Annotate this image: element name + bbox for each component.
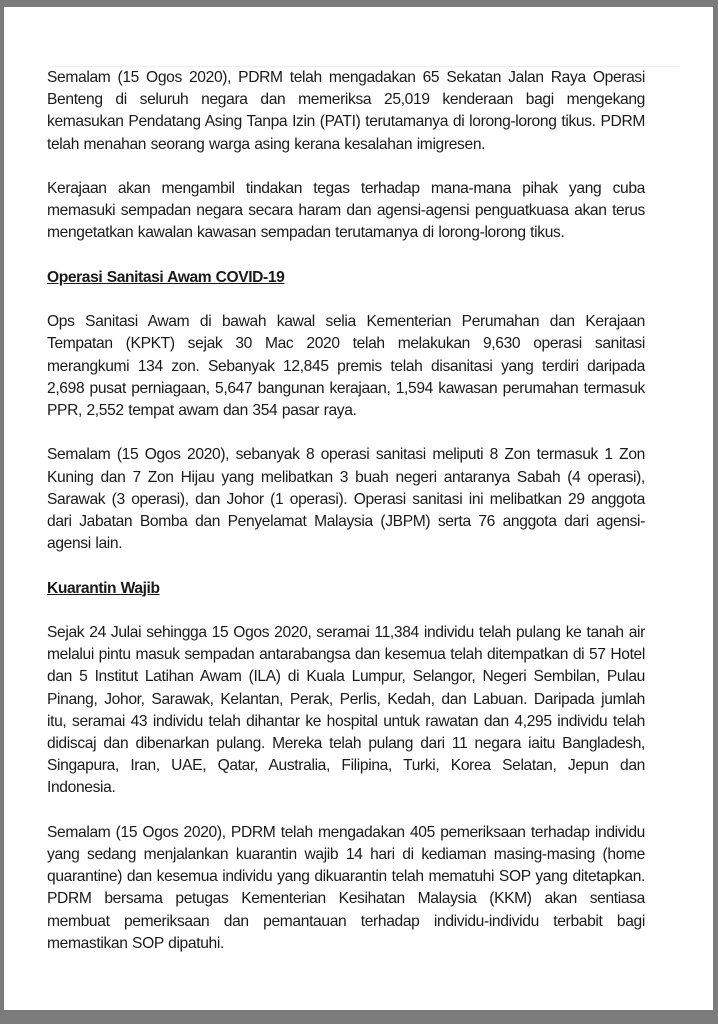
paragraph-road-blocks: Semalam (15 Ogos 2020), PDRM telah mengadakan 65 Sekatan Jalan Raya Operasi Benteng di seluruh negara dan memeriksa 25,019 kenderaan bagi mengekang kemasukan Pendatang Asing Tanpa Izin (PATI) terutamanya di lorong-lorong tikus. PDRM telah menahan seorang warga asing kerana kesalahan imigresen. [47, 69, 645, 153]
paragraph-sanitation-summary: Ops Sanitasi Awam di bawah kawal selia Kementerian Perumahan dan Kerajaan Tempatan (KPKT) sejak 30 Mac 2020 telah melakukan 9,630 operasi sanitasi merangkumi 134 zon. Sebanyak 12,845 premis telah disanitasi yang terdiri daripada 2,698 pusat perniagaan, 5,647 bangunan kerajaan, 1,594 kawasan perumahan termasuk PPR, 2,552 tempat awam dan 354 pasar raya. [47, 313, 645, 419]
document-body [47, 67, 645, 977]
paragraph-border-enforcement: Kerajaan akan mengambil tindakan tegas terhadap mana-mana pihak yang cuba memasuki sempadan negara secara haram dan agensi-agensi penguatkuasa akan terus mengetatkan kawalan kawasan sempadan terutamanya di lorong-lorong tikus. [47, 180, 645, 242]
paragraph-home-quarantine-checks: Semalam (15 Ogos 2020), PDRM telah mengadakan 405 pemeriksaan terhadap individu yang sedang menjalankan kuarantin wajib 14 hari di kediaman masing-masing (home quarantine) dan kesemua individu yang dikuarantin telah mematuhi SOP yang ditetapkan. PDRM bersama petugas Kementerian Kesihatan Malaysia (KKM) akan sentiasa membuat pemeriksaan dan pemantauan terhadap individu-individu terbabit bagi memastikan SOP dipatuhi. [47, 823, 645, 952]
section-heading-sanitation: Operasi Sanitasi Awam COVID-19 [47, 268, 285, 286]
document-page [4, 7, 713, 1010]
paragraph-quarantine-returnees: Sejak 24 Julai sehingga 15 Ogos 2020, seramai 11,384 individu telah pulang ke tanah air melalui pintu masuk sempadan antarabangsa dan kesemua telah ditempatkan di 57 Hotel dan 5 Institut Latihan Awam (ILA) di Kuala Lumpur, Selangor, Negeri Sembilan, Pulau Pinang, Johor, Sarawak, Kelantan, Perak, Perlis, Kedah, dan Labuan. Daripada jumlah itu, seramai 43 individu telah dihantar ke hospital untuk rawatan dan 4,295 individu telah didiscaj dan dibenarkan pulang. Mereka telah pulang dari 11 negara iaitu Bangladesh, Singapura, Iran, UAE, Qatar, Australia, Filipina, Turki, Korea Selatan, Jepun dan Indonesia. [47, 623, 645, 797]
paragraph-sanitation-yesterday: Semalam (15 Ogos 2020), sebanyak 8 operasi sanitasi meliputi 8 Zon termasuk 1 Zon Kuning dan 7 Zon Hijau yang melibatkan 3 buah negeri antaranya Sabah (4 operasi), Sarawak (3 operasi), dan Johor (1 operasi). Operasi sanitasi ini melibatkan 29 anggota dari Jabatan Bomba dan Penyelamat Malaysia (JBPM) serta 76 anggota dari agensi-agensi lain. [47, 446, 645, 553]
section-heading-quarantine: Kuarantin Wajib [47, 579, 160, 597]
